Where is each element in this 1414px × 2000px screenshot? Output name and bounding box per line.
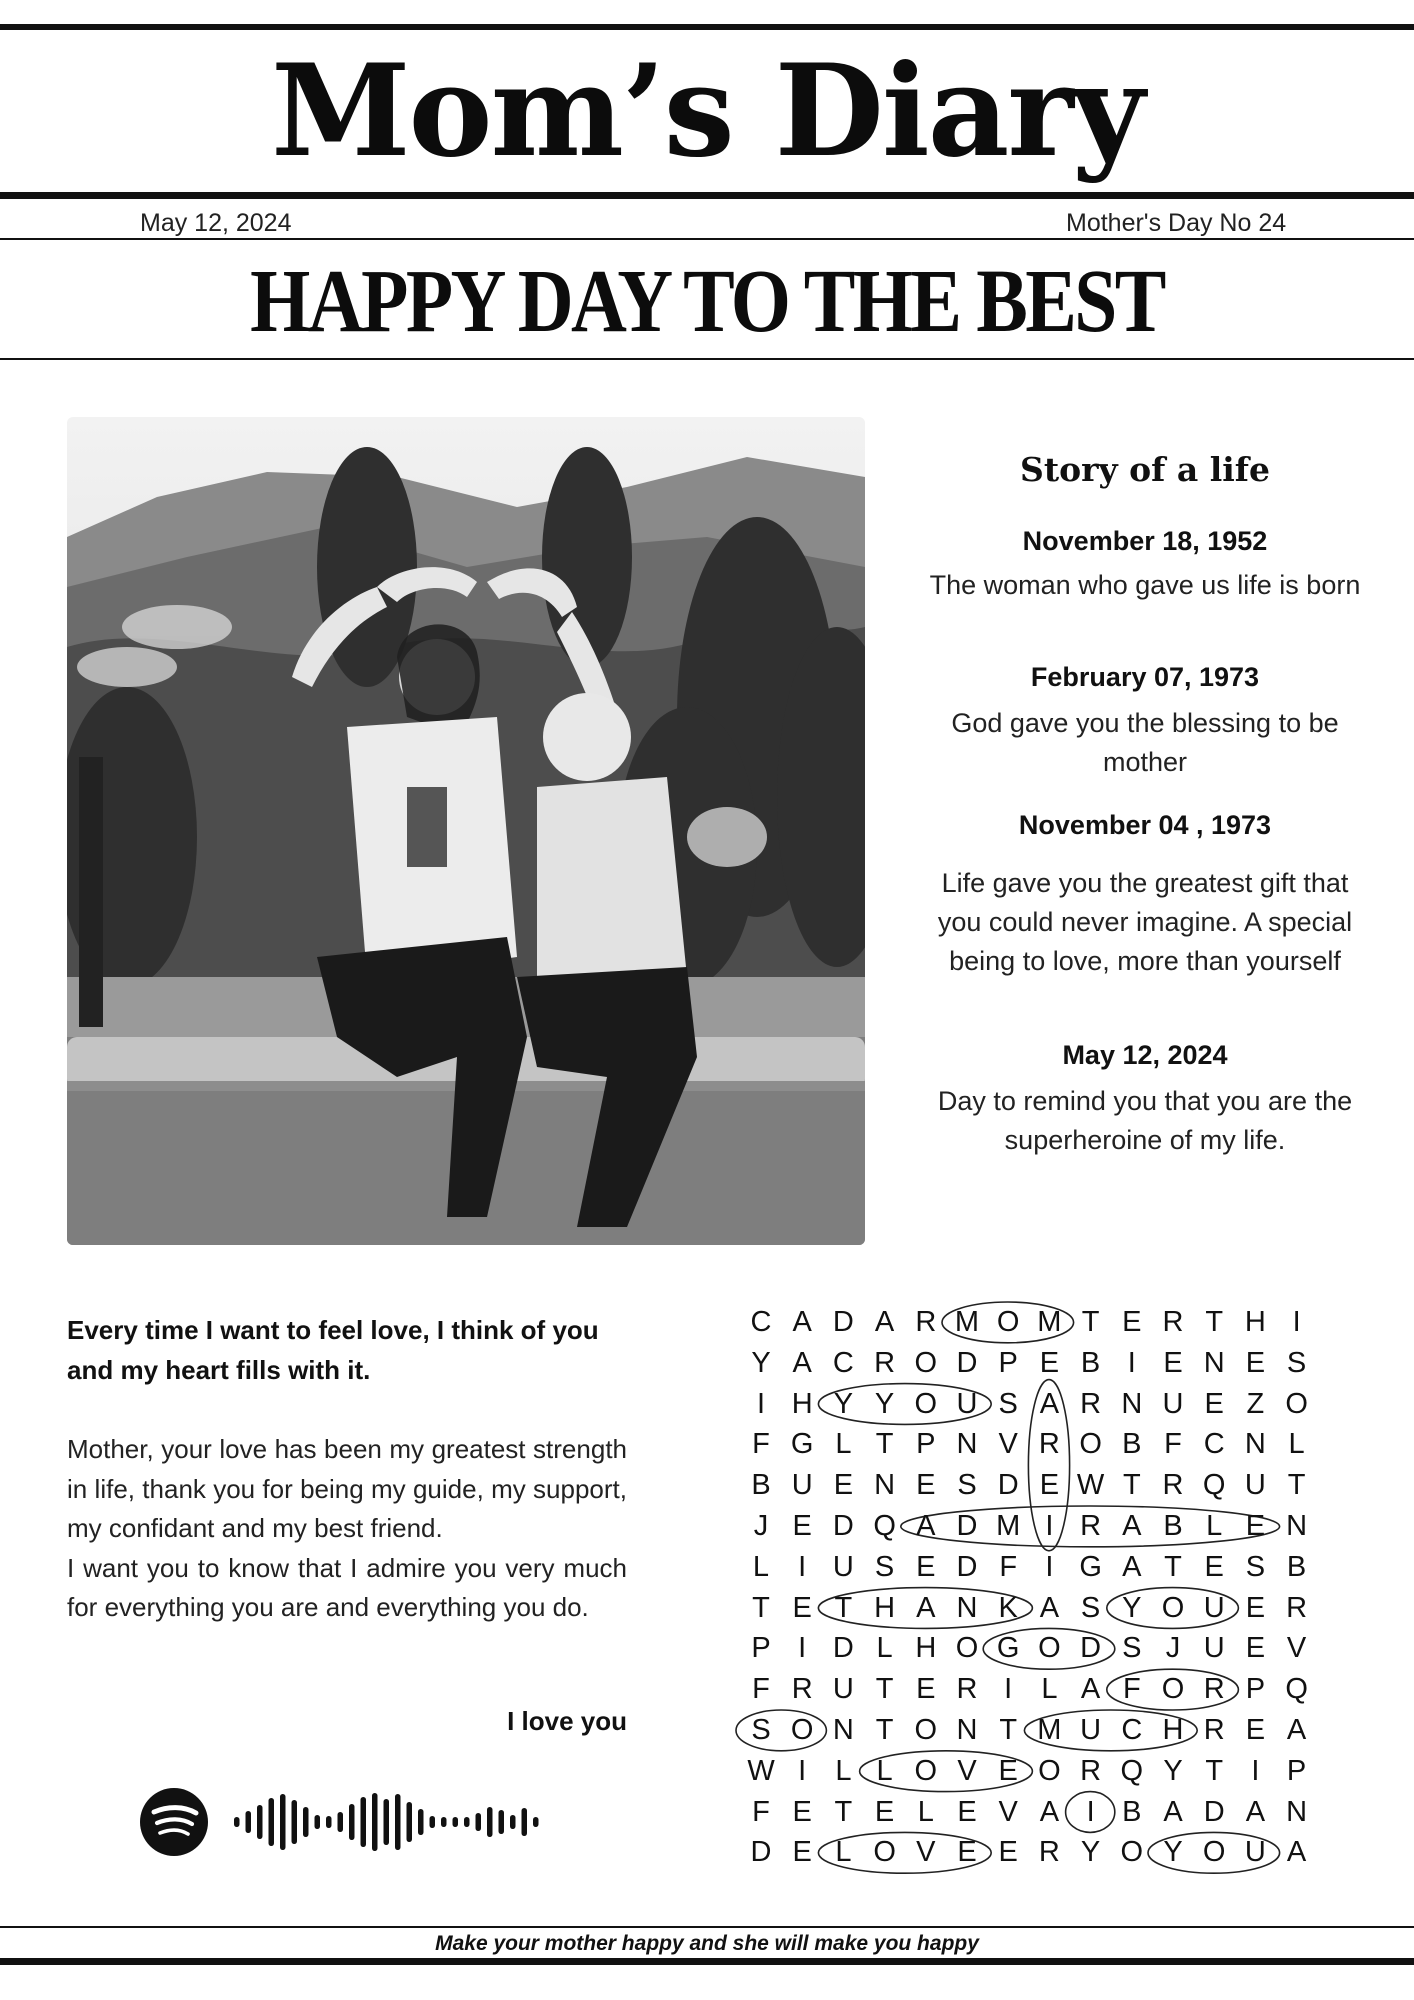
word-search-letter: O: [873, 1836, 896, 1869]
word-search-letter: U: [1244, 1836, 1266, 1869]
word-search-letter: L: [835, 1836, 852, 1869]
word-search-letter: E: [1245, 1346, 1266, 1379]
word-search-letter: B: [1163, 1510, 1183, 1542]
word-search-letter: M: [954, 1306, 980, 1338]
word-search-letter: S: [874, 1550, 895, 1583]
word-search-letter: N: [1244, 1428, 1266, 1461]
word-search-letter: F: [752, 1795, 770, 1828]
word-search-letter: D: [1080, 1632, 1102, 1665]
word-search-letter: W: [747, 1754, 775, 1787]
scan-bar: [407, 1802, 413, 1842]
word-search-letter: F: [752, 1673, 770, 1706]
word-search-letter: E: [998, 1754, 1018, 1787]
issue-edition: Mother's Day No 24: [1066, 209, 1287, 237]
event-text: God gave you the blessing to be mother: [951, 708, 1339, 777]
word-search-letter: O: [914, 1387, 938, 1420]
word-search-letter: G: [790, 1428, 814, 1461]
word-search-letter: O: [914, 1754, 938, 1787]
word-search-letter: R: [1162, 1306, 1184, 1338]
word-search-letter: B: [1080, 1346, 1101, 1379]
word-search-letter: T: [875, 1428, 894, 1461]
word-search-letter: D: [832, 1510, 854, 1542]
scan-bar: [338, 1812, 344, 1832]
word-search-letter: E: [874, 1795, 895, 1828]
spotify-scan-bars: [234, 1793, 539, 1851]
word-search-letter: Y: [874, 1387, 895, 1420]
word-search-letter: J: [1165, 1632, 1181, 1665]
word-search-letter: P: [1286, 1754, 1307, 1787]
scan-bar: [372, 1793, 378, 1851]
word-search-letter: G: [1079, 1550, 1102, 1583]
word-search-letter: Q: [873, 1510, 896, 1542]
word-search-letter: L: [835, 1428, 852, 1461]
word-search-letter: U: [832, 1673, 854, 1706]
scan-bar: [464, 1817, 470, 1827]
letter-paragraph: Mother, your love has been my greatest strength in life, thank you for being my guide, my support, my confidant and my best friend.: [67, 1434, 627, 1543]
scan-bar: [269, 1798, 275, 1846]
word-search-letter: U: [1080, 1714, 1102, 1746]
word-search-letter: A: [916, 1510, 936, 1542]
word-search-letter: D: [1203, 1795, 1225, 1828]
word-search-letter: I: [756, 1387, 766, 1420]
word-search-letter: I: [1086, 1795, 1095, 1828]
word-search-letter: U: [1162, 1387, 1184, 1420]
word-search-letter: F: [752, 1428, 770, 1461]
word-search-letter: E: [792, 1836, 812, 1869]
word-search-letter: I: [1004, 1673, 1013, 1706]
word-search-letter: N: [956, 1591, 978, 1624]
word-search-letter: N: [956, 1714, 978, 1746]
word-search-letter: E: [1163, 1346, 1183, 1379]
word-search-letter: I: [1127, 1346, 1136, 1379]
scan-bar: [326, 1816, 332, 1828]
word-search-letter: N: [1121, 1387, 1143, 1420]
scan-bar: [476, 1813, 482, 1831]
word-search-letter: S: [751, 1714, 771, 1746]
word-search-letter: I: [798, 1754, 807, 1787]
word-search-letter: A: [916, 1591, 936, 1624]
word-search-letter: M: [1037, 1714, 1062, 1746]
word-search-letter: L: [1041, 1673, 1058, 1706]
word-search-letter: O: [996, 1306, 1020, 1338]
word-search-letter: S: [1122, 1632, 1142, 1665]
word-search-letter: E: [916, 1469, 936, 1502]
word-search-letter: H: [915, 1632, 937, 1665]
word-search-letter: R: [1080, 1754, 1102, 1787]
word-search-letter: D: [832, 1306, 854, 1338]
word-search-letter: Y: [1163, 1754, 1183, 1787]
word-search-letter: A: [1286, 1714, 1307, 1746]
scan-bar: [315, 1815, 321, 1829]
word-search-letter: A: [1039, 1591, 1060, 1624]
word-search-letter: A: [1039, 1387, 1060, 1420]
word-search-letter: O: [1161, 1673, 1185, 1706]
word-search-letter: S: [1080, 1591, 1101, 1624]
event-text: Life gave you the greatest gift that you could never imagine. A special being to love, more than yourself: [937, 868, 1353, 976]
word-search-letter: E: [792, 1795, 812, 1828]
word-search-letter: E: [792, 1510, 812, 1542]
word-search-letter: A: [1122, 1550, 1142, 1583]
word-search-letter: L: [876, 1754, 893, 1787]
scan-bar: [510, 1815, 516, 1829]
scan-bar: [487, 1807, 493, 1837]
word-search-letter: R: [1203, 1714, 1225, 1746]
story-title: Story of a life: [1020, 450, 1270, 489]
word-search-letter: T: [875, 1673, 894, 1706]
word-search-letter: G: [996, 1632, 1020, 1665]
word-search-letter: A: [874, 1306, 895, 1338]
word-search-letter: S: [1245, 1550, 1266, 1583]
word-search-letter: D: [956, 1550, 978, 1583]
word-search-letter: E: [998, 1836, 1018, 1869]
word-search-letter: O: [1038, 1754, 1061, 1787]
word-search-letter: E: [1204, 1387, 1224, 1420]
word-search-letter: O: [1038, 1632, 1061, 1665]
word-search-letter: H: [874, 1591, 896, 1624]
word-search-letter: P: [751, 1632, 771, 1665]
masthead-rule-thick: [0, 192, 1414, 199]
scan-bar: [533, 1817, 539, 1827]
word-search-letter: O: [955, 1632, 979, 1665]
word-search-letter: E: [1245, 1632, 1266, 1665]
word-search-letter: O: [914, 1346, 938, 1379]
word-search-letter: T: [834, 1795, 853, 1828]
footer-rule-thick: [0, 1958, 1414, 1965]
word-search-letter: Y: [1122, 1591, 1142, 1624]
word-search-letter: E: [1039, 1469, 1060, 1502]
word-search-letter: O: [790, 1714, 814, 1746]
word-search-letter: U: [791, 1469, 813, 1502]
word-search-letter: P: [1245, 1673, 1266, 1706]
word-search-letter: I: [798, 1632, 807, 1665]
word-search-letter: A: [1286, 1836, 1307, 1869]
word-search-letter: B: [1122, 1428, 1142, 1461]
masthead-title: Mom’s Diary: [271, 37, 1143, 185]
word-search-letter: L: [1206, 1510, 1223, 1542]
masthead-rule-thin: [0, 238, 1414, 240]
word-search-letter: T: [752, 1591, 770, 1624]
word-search-letter: R: [1080, 1387, 1102, 1420]
scan-bar: [246, 1811, 252, 1833]
photo-illustration: [67, 417, 865, 1245]
word-search-letter: D: [997, 1469, 1019, 1502]
word-search-letter: C: [750, 1306, 772, 1338]
word-search-letter: T: [1287, 1469, 1306, 1502]
letter-paragraph: I want you to know that I admire you very much for everything you are and everything you do.: [67, 1552, 627, 1622]
word-search-letter: R: [1203, 1673, 1225, 1706]
word-search-letter: Y: [751, 1346, 771, 1379]
word-search-letter: V: [1286, 1632, 1307, 1665]
scan-bar: [292, 1800, 298, 1844]
word-search-letter: T: [999, 1714, 1018, 1746]
word-search-letter: V: [998, 1428, 1018, 1461]
word-search-letter: I: [1251, 1754, 1260, 1787]
word-search-letter: E: [957, 1795, 977, 1828]
word-search-letter: A: [1122, 1510, 1142, 1542]
word-search-letter: L: [917, 1795, 934, 1828]
scan-bar: [280, 1794, 286, 1850]
word-search-letter: W: [1076, 1469, 1105, 1502]
word-search-letter: A: [1245, 1795, 1266, 1828]
scan-bar: [257, 1805, 263, 1839]
word-search-letter: Q: [1285, 1673, 1308, 1706]
word-search-letter: C: [1121, 1714, 1143, 1746]
photo: [67, 417, 865, 1245]
headline-rule: [0, 358, 1414, 360]
word-search-letter: E: [1204, 1550, 1224, 1583]
word-search-letter: H: [791, 1387, 813, 1420]
word-search-letter: B: [1122, 1795, 1142, 1828]
word-search-letter: A: [1039, 1795, 1060, 1828]
word-search-letter: T: [1081, 1306, 1100, 1338]
word-search-letter: E: [792, 1591, 812, 1624]
word-search-letter: I: [798, 1550, 807, 1583]
word-search-letter: M: [996, 1510, 1021, 1542]
headline: HAPPY DAY TO THE BEST: [250, 252, 1164, 351]
word-search-letter: T: [1122, 1469, 1141, 1502]
word-search-letter: A: [792, 1306, 812, 1338]
letter-body: [67, 1430, 627, 1628]
word-search-letter: H: [1162, 1714, 1184, 1746]
word-search-letter: N: [832, 1714, 854, 1746]
word-search-letter: E: [1122, 1306, 1142, 1338]
word-search-letter: D: [750, 1836, 772, 1869]
word-search-letter: Y: [1163, 1836, 1183, 1869]
word-search-letter: O: [1285, 1387, 1308, 1420]
scan-bar: [234, 1817, 240, 1827]
word-search-letter: T: [1205, 1754, 1224, 1787]
word-search-letter: A: [792, 1346, 812, 1379]
event-date: November 18, 1952: [1022, 526, 1268, 556]
event-text: Day to remind you that you are the superheroine of my life.: [937, 1086, 1353, 1155]
scan-bar: [349, 1804, 355, 1840]
word-search-letter: P: [916, 1428, 936, 1461]
word-search-letter: E: [833, 1469, 854, 1502]
word-search-letter: A: [1163, 1795, 1183, 1828]
word-search-letter: I: [1292, 1306, 1301, 1338]
scan-bar: [499, 1810, 505, 1834]
word-search-letter: A: [1080, 1673, 1101, 1706]
word-search-letter: R: [1286, 1591, 1308, 1624]
word-search-letter: R: [1162, 1469, 1184, 1502]
footer-tagline: Make your mother happy and she will make you happy: [435, 1932, 979, 1955]
word-search-letter: U: [1203, 1632, 1225, 1665]
word-search-letter: B: [751, 1469, 771, 1502]
word-search-letter: E: [1245, 1510, 1266, 1542]
word-search-letter: U: [1203, 1591, 1225, 1624]
word-search-letter: Q: [1120, 1754, 1144, 1787]
word-search-letter: S: [1286, 1346, 1307, 1379]
word-search-letter: V: [998, 1795, 1018, 1828]
scan-bar: [453, 1817, 459, 1827]
word-search-letter: L: [835, 1754, 852, 1787]
word-search-letter: D: [956, 1510, 978, 1542]
word-search-letter: E: [957, 1836, 977, 1869]
scan-bar: [522, 1808, 528, 1836]
word-search-letter: Z: [1246, 1387, 1265, 1420]
word-search-letter: P: [998, 1346, 1018, 1379]
word-search-letter: E: [1245, 1714, 1266, 1746]
word-search-letter: N: [1286, 1510, 1308, 1542]
footer-rule-thin: [0, 1926, 1414, 1928]
word-search-letter: R: [1080, 1510, 1102, 1542]
word-search-letter: E: [1245, 1591, 1266, 1624]
word-search-letter: O: [1120, 1836, 1144, 1869]
scan-bar: [395, 1794, 401, 1850]
word-search-letter: F: [999, 1550, 1018, 1583]
scan-bar: [418, 1809, 424, 1835]
event-date: November 04 , 1973: [1018, 810, 1272, 840]
word-search-letter: V: [916, 1836, 936, 1869]
letter-signoff: I love you: [507, 1706, 627, 1736]
love-quote: Every time I want to feel love, I think of you and my heart fills with it.: [67, 1315, 599, 1385]
word-search-letter: L: [1288, 1428, 1305, 1461]
word-search-letter: O: [1161, 1591, 1185, 1624]
event-text: The woman who gave us life is born: [929, 570, 1361, 600]
spotify-code[interactable]: [138, 1782, 558, 1866]
word-search-letter: O: [1079, 1428, 1102, 1461]
word-search-letter: N: [874, 1469, 896, 1502]
word-search-letter: U: [1244, 1469, 1266, 1502]
event-date: February 07, 1973: [1030, 662, 1260, 692]
word-search-letter: I: [1045, 1510, 1054, 1542]
word-search-letter: C: [832, 1346, 854, 1379]
word-search-letter: R: [874, 1346, 896, 1379]
word-search-letter: L: [752, 1550, 770, 1583]
scan-bar: [441, 1817, 447, 1827]
word-search-letter: R: [791, 1673, 813, 1706]
word-search-letter: K: [998, 1591, 1018, 1624]
issue-date: May 12, 2024: [140, 209, 292, 237]
word-search-letter: R: [956, 1673, 978, 1706]
scan-bar: [384, 1799, 390, 1845]
word-search-letter: Q: [1202, 1469, 1226, 1502]
word-search-letter: C: [1203, 1428, 1225, 1461]
scan-bar: [303, 1807, 309, 1837]
word-search-letter: S: [998, 1387, 1018, 1420]
word-search-letter: R: [1038, 1428, 1060, 1461]
word-search-letter: S: [957, 1469, 977, 1502]
word-search-letter: N: [1203, 1346, 1225, 1379]
word-search-letter: E: [916, 1550, 936, 1583]
word-search-letter: Y: [1080, 1836, 1101, 1869]
word-search-letter: M: [1037, 1306, 1062, 1338]
word-search-letter: T: [834, 1591, 853, 1624]
word-search-letter: N: [956, 1428, 978, 1461]
word-search-letter: B: [1286, 1550, 1307, 1583]
word-search-letter: R: [915, 1306, 937, 1338]
word-search-letter: U: [832, 1550, 854, 1583]
word-search-letter: O: [914, 1714, 938, 1746]
word-search-letter: T: [1205, 1306, 1224, 1338]
word-search-letter: D: [956, 1346, 978, 1379]
word-search-letter: F: [1122, 1673, 1141, 1706]
word-search-letter: E: [1039, 1346, 1060, 1379]
top-rule-thick: [0, 24, 1414, 30]
word-search-letter: U: [956, 1387, 978, 1420]
word-search-letter: V: [957, 1754, 977, 1787]
word-search-letter: L: [876, 1632, 893, 1665]
word-search-letter: F: [1164, 1428, 1182, 1461]
word-search-letter: T: [875, 1714, 894, 1746]
word-search-letter: R: [1038, 1836, 1060, 1869]
word-search-letter: T: [1164, 1550, 1182, 1583]
word-search-letter: Y: [833, 1387, 854, 1420]
word-search-letter: E: [916, 1673, 936, 1706]
scan-bar: [361, 1797, 367, 1847]
scan-bar: [430, 1816, 436, 1828]
word-search-letter: O: [1202, 1836, 1226, 1869]
event-date: May 12, 2024: [1062, 1040, 1228, 1070]
word-search-letter: N: [1286, 1795, 1308, 1828]
word-search-letter: H: [1244, 1306, 1266, 1338]
word-search-letter: J: [753, 1510, 769, 1542]
word-search-letter: D: [832, 1632, 854, 1665]
spotify-icon: [140, 1788, 208, 1856]
word-search-letter: I: [1045, 1550, 1054, 1583]
